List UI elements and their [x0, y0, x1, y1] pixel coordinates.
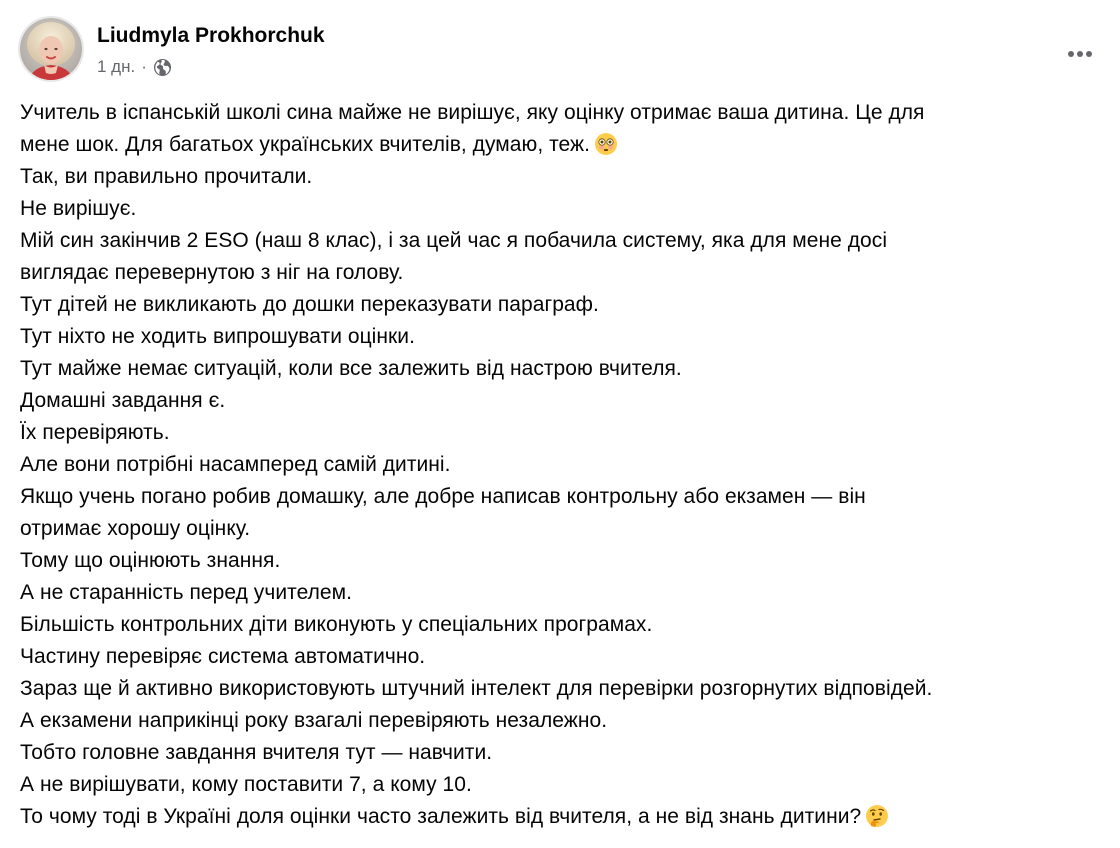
- post-text-line-content: Зараз ще й активно використовують штучний інтелект для перевірки розгорнутих відповідей.: [20, 677, 933, 700]
- post-text-line-content: Тут майже немає ситуацій, коли все залежить від настрою вчителя.: [20, 357, 682, 380]
- post-text-line: [20, 385, 1105, 417]
- post-text-line: [20, 225, 1105, 257]
- post-text-line: [20, 161, 1105, 193]
- post-text-line: [20, 257, 1105, 289]
- post-text-line: [20, 609, 1105, 641]
- author-avatar[interactable]: [20, 18, 82, 80]
- post-text-line: [20, 417, 1105, 449]
- post-text-line: [20, 577, 1105, 609]
- flushed-face-emoji: [594, 132, 618, 156]
- author-name[interactable]: Liudmyla Prokhorchuk: [97, 24, 325, 47]
- post-text-line: [20, 481, 1105, 513]
- post-text-line-content: Тому що оцінюють знання.: [20, 549, 281, 572]
- post-text-line-content: Домашні завдання є.: [20, 389, 226, 412]
- thinking-face-emoji: [865, 804, 889, 828]
- post-meta: [97, 56, 172, 78]
- post-text-line: [20, 705, 1105, 737]
- post-text-line-content: Мій син закінчив 2 ESO (наш 8 клас), і за цей час я побачила систему, яка для мене досі: [20, 229, 888, 252]
- post-text-line-content: А екзамени наприкінці року взагалі перевіряють незалежно.: [20, 709, 608, 732]
- post-text-line-content: Тут ніхто не ходить випрошувати оцінки.: [20, 325, 415, 348]
- post-text-line-content: Але вони потрібні насамперед самій дитині.: [20, 453, 451, 476]
- post-text-line-content: Так, ви правильно прочитали.: [20, 165, 313, 188]
- post-text-line: [20, 289, 1105, 321]
- post-text-line-content: Тобто головне завдання вчителя тут — навчити.: [20, 741, 493, 764]
- post-text-line-content: Учитель в іспанській школі сина майже не вирішує, яку оцінку отримає ваша дитина. Це для: [20, 101, 925, 124]
- post-text-line: [20, 513, 1105, 545]
- post-text-line: [20, 673, 1105, 705]
- post-timestamp[interactable]: 1 дн.: [97, 57, 136, 76]
- post-text-line-content: отримає хорошу оцінку.: [20, 517, 251, 540]
- post-text-line-content: Їх перевіряють.: [20, 421, 170, 444]
- post-text-line: [20, 449, 1105, 481]
- post-text-line: [20, 769, 1105, 801]
- more-horizontal-icon: [1067, 50, 1093, 58]
- post-text-line: [20, 801, 1105, 833]
- post-text-line: [20, 129, 1105, 161]
- post-text-line-content: Більшість контрольних діти виконують у спеціальних програмах.: [20, 613, 653, 636]
- post-text-line: [20, 97, 1105, 129]
- post-text-line-content: А не старанність перед учителем.: [20, 581, 353, 604]
- post-text-line-content: виглядає перевернутою з ніг на голову.: [20, 261, 404, 284]
- post-text-line: [20, 353, 1105, 385]
- post-text-line-content: То чому тоді в Україні доля оцінки часто залежить від вчителя, а не від знань дитини?: [20, 805, 862, 828]
- post-text-line: [20, 545, 1105, 577]
- post-text-line-content: Тут дітей не викликають до дошки переказувати параграф.: [20, 293, 599, 316]
- post-text-line: [20, 641, 1105, 673]
- post-text-line-content: мене шок. Для багатьох українських вчителів, думаю, теж.: [20, 133, 590, 156]
- globe-icon[interactable]: [153, 58, 172, 77]
- post-text-line-content: Не вирішує.: [20, 197, 137, 220]
- meta-separator: ·: [141, 57, 147, 76]
- post-text-line-content: А не вирішувати, кому поставити 7, а кому 10.: [20, 773, 472, 796]
- avatar-photo: [20, 18, 82, 80]
- post-text-line-content: Якщо учень погано робив домашку, але добре написав контрольну або екзамен — він: [20, 485, 866, 508]
- post-text-line: [20, 193, 1105, 225]
- post-body-text: [20, 97, 1105, 833]
- post-text-line-content: Частину перевіряє система автоматично.: [20, 645, 426, 668]
- post-text-line: [20, 737, 1105, 769]
- more-options-button[interactable]: [1060, 34, 1100, 74]
- post-header: [20, 18, 1100, 84]
- post-text-line: [20, 321, 1105, 353]
